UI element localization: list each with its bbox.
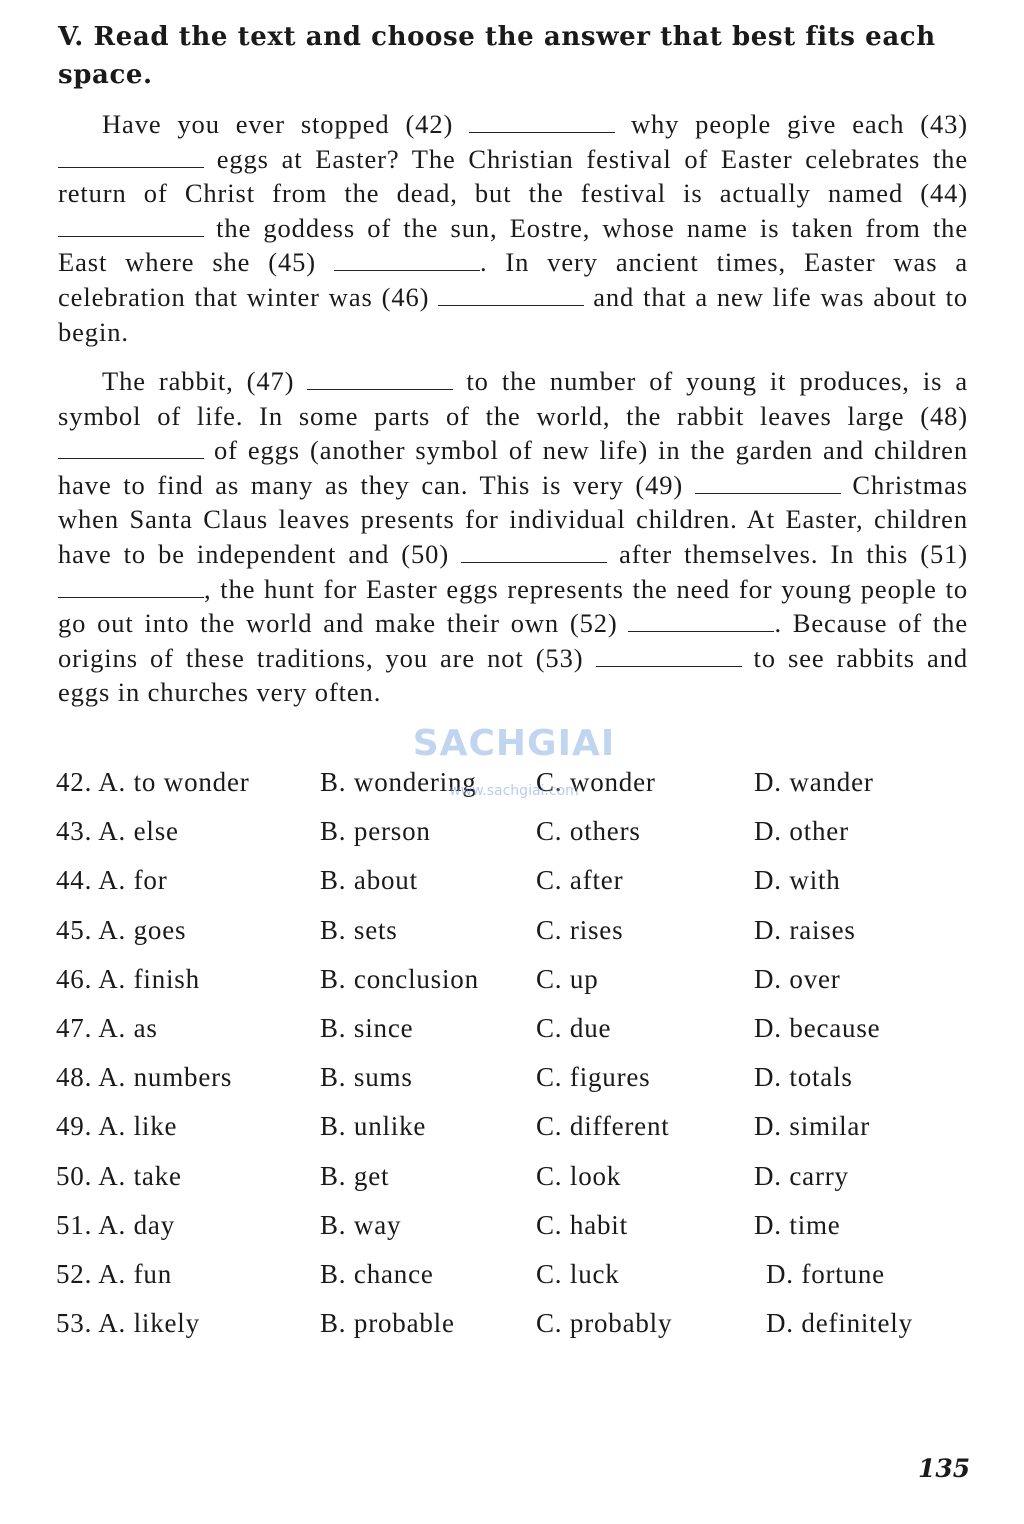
option-d: D. definitely (766, 1308, 913, 1339)
answer-blank-43 (58, 143, 204, 168)
option-d: D. raises (754, 914, 856, 945)
option-c: C. different (536, 1111, 670, 1142)
passage-text: . Because of the origins of these traditions, you are not (53) (58, 608, 968, 673)
passage-text: , the hunt for Easter eggs represents the need for young people to go out into the world and make their own (52) (58, 573, 968, 639)
option-c: C. up (536, 963, 599, 994)
passage-paragraph-2 (58, 364, 968, 710)
option-d: D. totals (754, 1062, 853, 1093)
exercise-heading: V. Read the text and choose the answer that best fits each space. (58, 22, 936, 90)
option-c: C. luck (536, 1258, 620, 1289)
answer-blank-50 (461, 538, 607, 563)
option-c: C. habit (536, 1209, 628, 1240)
passage-text: . In very ancient times, Easter was a celebration that winter was (46) (58, 247, 968, 312)
option-c: C. others (536, 816, 641, 847)
question-row (56, 1201, 976, 1250)
option-a (56, 865, 320, 896)
option-b: B. person (320, 816, 431, 847)
option-a-text: A. for (98, 865, 168, 896)
question-number: 51. (56, 1209, 93, 1240)
answer-options-list (56, 758, 976, 1348)
option-d: D. because (754, 1013, 881, 1044)
answer-blank-49 (695, 469, 841, 494)
question-number: 43. (56, 816, 93, 847)
passage-text: to the number of young it produces, is a symbol of life. In some parts of the world, the rabbit leaves large (48) (58, 366, 968, 431)
option-c: C. after (536, 865, 624, 896)
option-a-text: A. to wonder (98, 767, 250, 798)
option-c: C. look (536, 1160, 622, 1191)
question-row (56, 758, 976, 807)
option-a-text: A. like (98, 1111, 178, 1142)
passage-text: Christmas when Santa Claus leaves presents for individual children. At Easter, children have to be independent and (50) (58, 469, 968, 569)
question-row (56, 906, 976, 955)
option-a (56, 816, 320, 847)
question-number: 53. (56, 1308, 93, 1339)
option-a-text: A. else (98, 816, 179, 847)
option-a (56, 767, 320, 798)
question-row (56, 1004, 976, 1053)
option-a (56, 1062, 320, 1093)
option-a-text: A. finish (98, 963, 200, 994)
option-d: D. fortune (766, 1258, 885, 1289)
answer-blank-45 (334, 247, 480, 272)
passage-text: eggs at Easter? The Christian festival of Easter celebrates the return of Christ from the dead, but the festival is actually named (44) (58, 143, 968, 209)
option-b: B. get (320, 1160, 390, 1191)
option-a-text: A. day (98, 1209, 176, 1240)
passage-text: why people give each (43) (615, 109, 968, 139)
answer-blank-44 (58, 212, 204, 237)
page-number: 135 (918, 1454, 971, 1483)
option-b: B. sums (320, 1062, 413, 1093)
answer-blank-42 (469, 108, 615, 133)
question-row (56, 1152, 976, 1201)
option-d: D. time (754, 1209, 841, 1240)
question-number: 49. (56, 1111, 93, 1142)
option-d: D. carry (754, 1160, 849, 1191)
option-a-text: A. likely (98, 1308, 200, 1339)
question-number: 52. (56, 1258, 93, 1289)
option-b: B. since (320, 1013, 414, 1044)
option-c: C. figures (536, 1062, 651, 1093)
watermark-logo: SACHGIAI (412, 723, 616, 764)
question-row (56, 1053, 976, 1102)
option-a (56, 915, 320, 946)
option-a (56, 1161, 320, 1192)
answer-blank-48 (58, 434, 204, 459)
option-a-text: A. take (98, 1160, 182, 1191)
question-row (56, 1250, 976, 1299)
option-b: B. about (320, 865, 418, 896)
passage-text: of eggs (another symbol of new life) in the garden and children have to find as many as they can. This is very (49) (58, 435, 968, 500)
option-b: B. unlike (320, 1111, 427, 1142)
option-a (56, 1259, 320, 1290)
question-number: 46. (56, 963, 93, 994)
option-b: B. sets (320, 914, 398, 945)
option-b: B. way (320, 1209, 402, 1240)
question-row (56, 1102, 976, 1151)
answer-blank-52 (628, 607, 774, 632)
option-a (56, 964, 320, 995)
option-d: D. other (754, 816, 849, 847)
option-b: B. conclusion (320, 963, 479, 994)
option-c: C. wonder (536, 767, 656, 798)
passage-text: The rabbit, (47) (102, 366, 308, 396)
question-row (56, 807, 976, 856)
option-a (56, 1111, 320, 1142)
passage-text: and that a new life was about to begin. (58, 281, 968, 347)
answer-blank-51 (58, 573, 204, 598)
answer-blank-46 (438, 281, 584, 306)
option-c: C. rises (536, 914, 624, 945)
option-a-text: A. fun (98, 1258, 173, 1289)
option-b: B. probable (320, 1308, 455, 1339)
question-row (56, 1299, 976, 1348)
question-number: 45. (56, 914, 93, 945)
option-c: C. probably (536, 1308, 673, 1339)
option-a (56, 1308, 320, 1339)
passage-text: the goddess of the sun, Eostre, whose name is taken from the East where she (45) (58, 212, 968, 278)
question-number: 47. (56, 1013, 93, 1044)
passage-text: after themselves. In this (51) (607, 538, 968, 569)
question-row (56, 856, 976, 905)
passage-paragraph-1 (58, 107, 968, 349)
option-d: D. wander (754, 767, 874, 798)
option-b: B. chance (320, 1258, 434, 1289)
answer-blank-53 (596, 642, 742, 667)
answer-blank-47 (307, 365, 453, 390)
question-row (56, 955, 976, 1004)
option-d: D. with (754, 865, 841, 896)
passage-text: to see rabbits and eggs in churches very often. (58, 642, 968, 708)
passage-text: Have you ever stopped (42) (102, 109, 470, 139)
option-c: C. due (536, 1013, 612, 1044)
option-a-text: A. as (98, 1013, 158, 1044)
option-a (56, 1210, 320, 1241)
question-number: 48. (56, 1062, 93, 1093)
watermark-url: www.sachgiai.com (449, 783, 579, 799)
question-number: 44. (56, 865, 93, 896)
option-b: B. wondering (320, 767, 477, 798)
question-number: 50. (56, 1160, 93, 1191)
option-a (56, 1013, 320, 1044)
option-d: D. over (754, 963, 841, 994)
option-a-text: A. goes (98, 914, 187, 945)
question-number: 42. (56, 767, 93, 798)
option-a-text: A. numbers (98, 1062, 233, 1093)
option-d: D. similar (754, 1111, 870, 1142)
